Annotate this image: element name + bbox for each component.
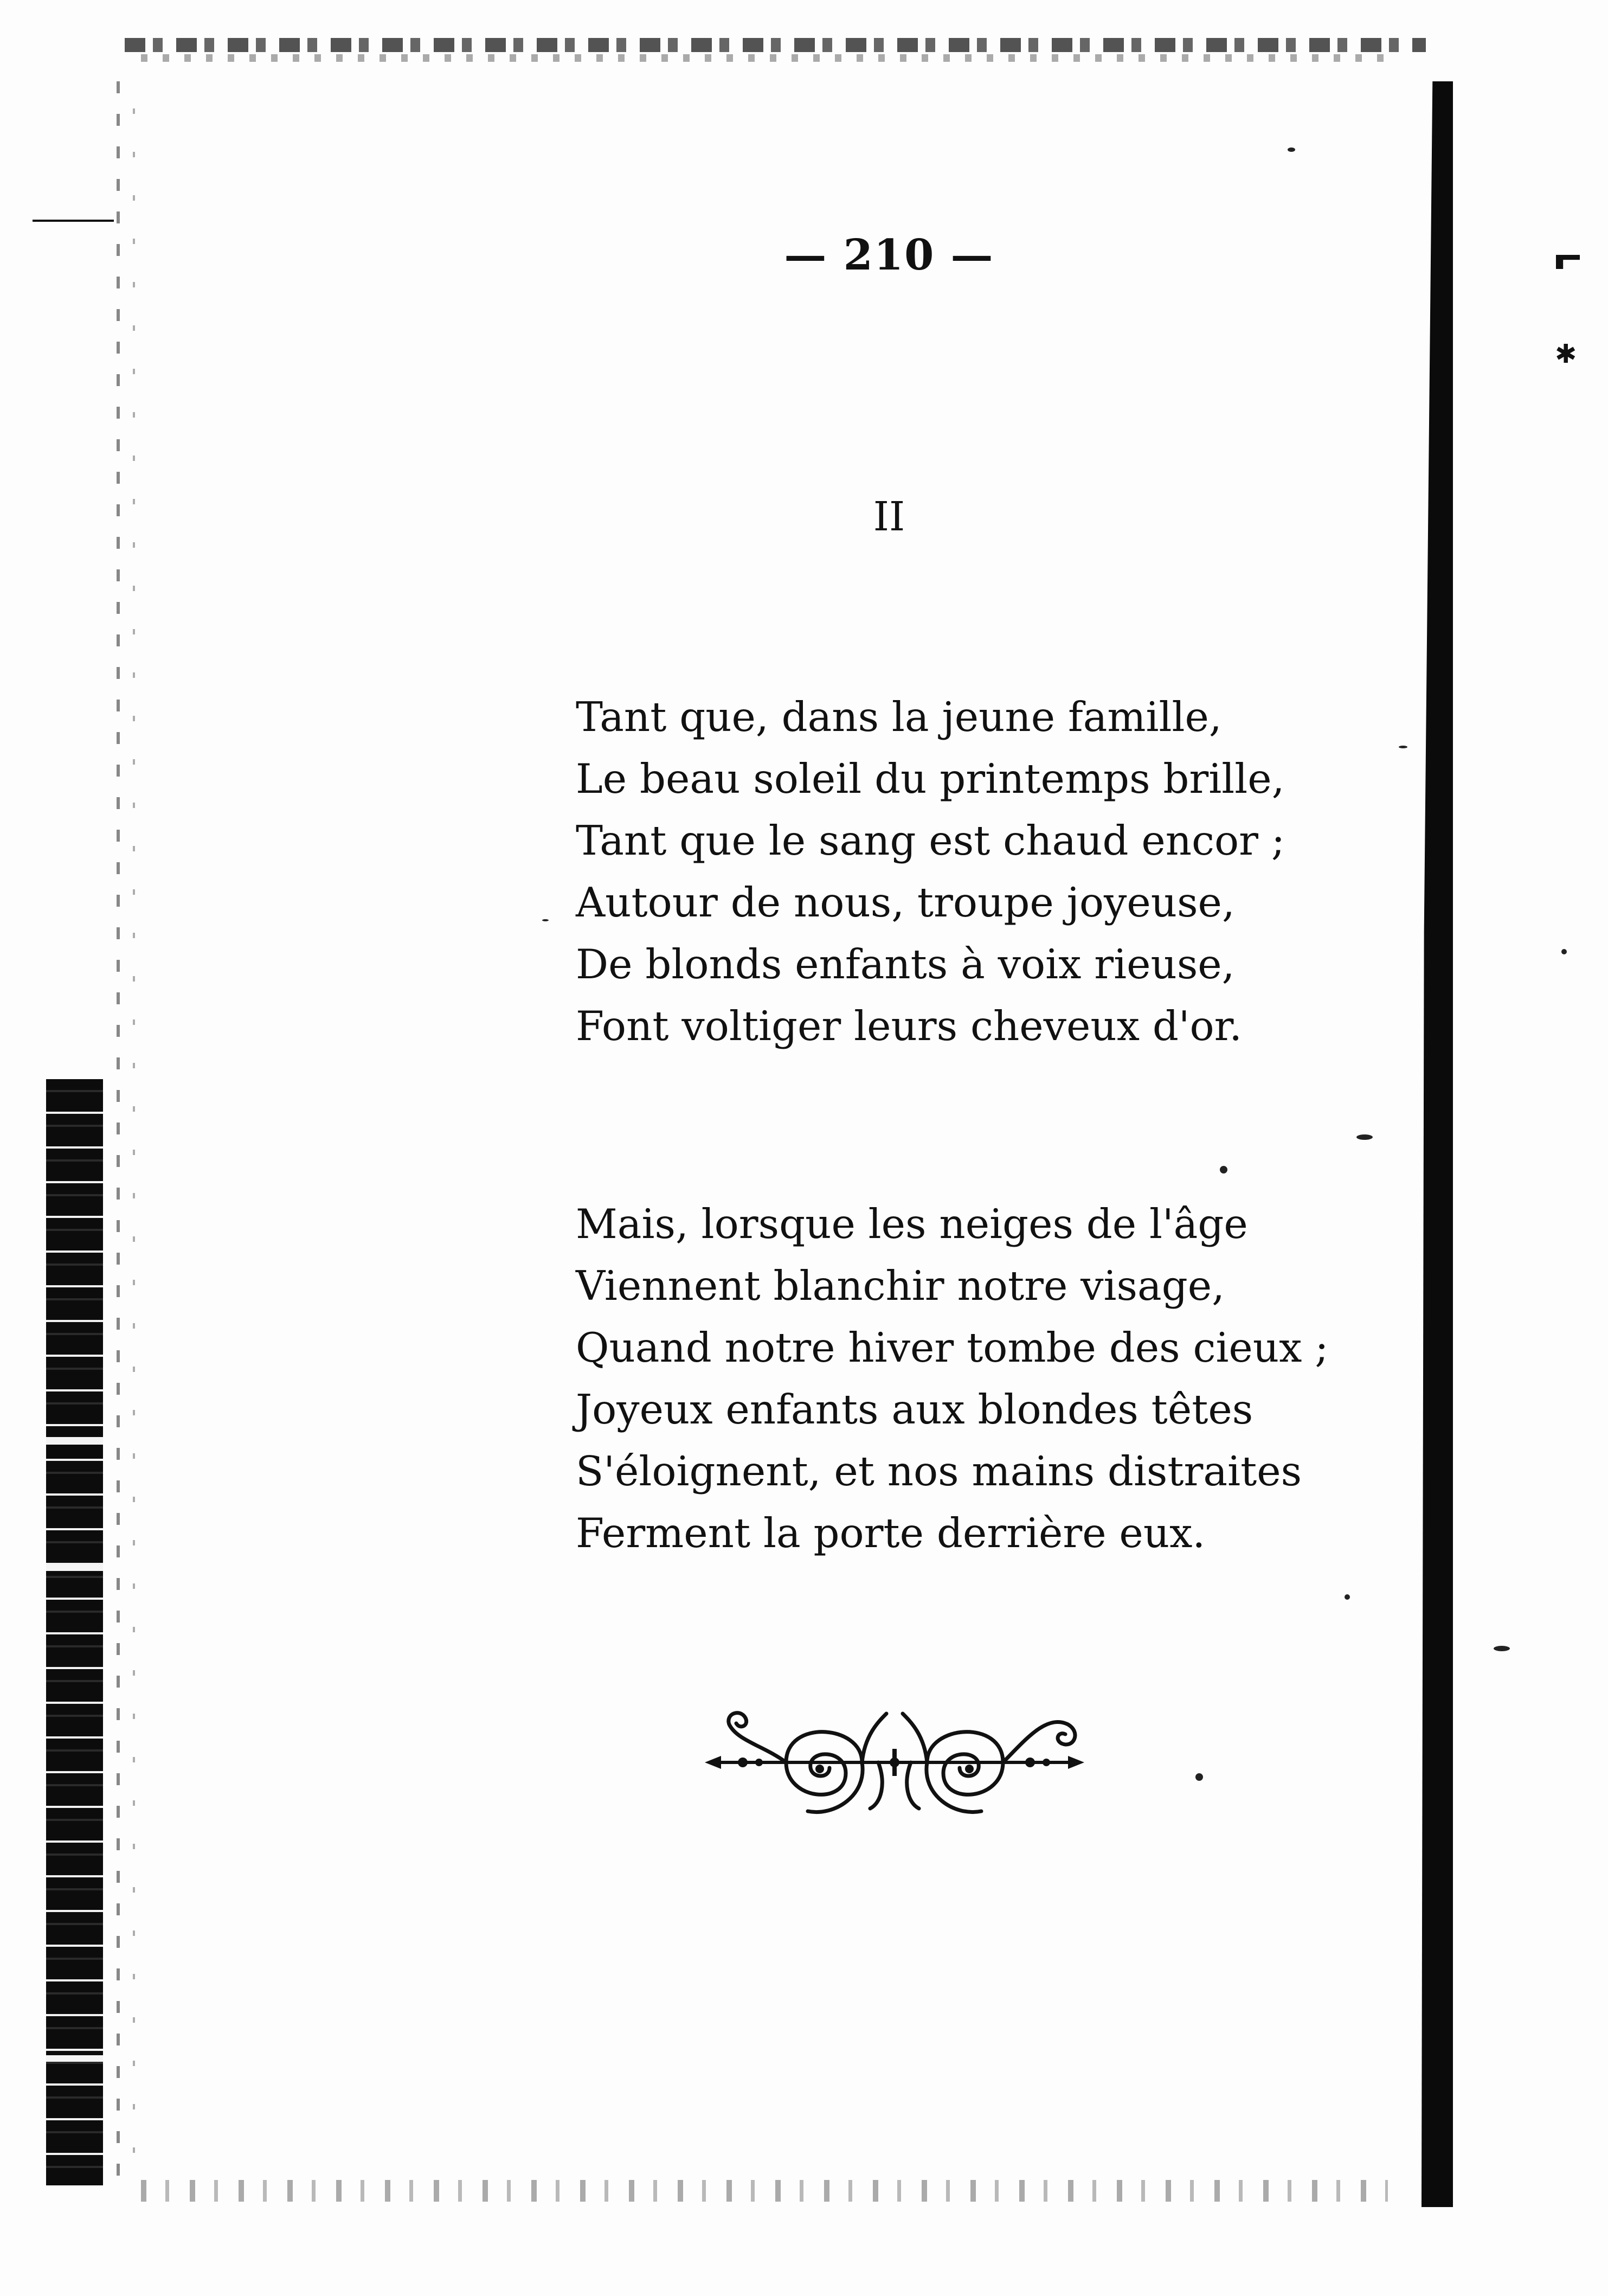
verse-line: Font voltiger leurs cheveux d'or. (576, 1002, 1243, 1050)
scan-top-edge (125, 38, 1426, 52)
scan-left-dotted-edge (117, 81, 120, 2180)
verse-line: Joyeux enfants aux blondes têtes (576, 1386, 1253, 1433)
stanza-first (576, 686, 1285, 1057)
verse-line: De blonds enfants à voix rieuse, (576, 940, 1235, 988)
ink-speck (1399, 746, 1407, 748)
scan-left-binding-strip (46, 1079, 103, 2185)
verse-line: Viennent blanchir notre visage, (576, 1262, 1225, 1310)
verse-line: Quand notre hiver tombe des cieux ; (576, 1324, 1329, 1371)
facing-page-fragment: ✱ (1555, 339, 1577, 369)
verse-line: Mais, lorsque les neiges de l'âge (576, 1200, 1248, 1248)
ink-speck (1220, 1166, 1227, 1173)
ink-speck (1195, 1773, 1203, 1781)
scan-top-edge-noise (141, 54, 1388, 62)
ink-speck (1288, 147, 1295, 152)
scan-right-binding-shadow (1422, 81, 1453, 2207)
ink-speck (1356, 1134, 1373, 1140)
scan-strip-gap (46, 2055, 103, 2062)
verse-line: Le beau soleil du printemps brille, (576, 755, 1285, 803)
ink-speck (1561, 949, 1567, 954)
ink-speck (1494, 1646, 1510, 1651)
ink-speck (542, 919, 549, 921)
stanza-second (576, 1193, 1329, 1564)
scroll-flourish-ornament-icon (699, 1692, 1090, 1833)
verse-line: Autour de nous, troupe joyeuse, (576, 878, 1235, 926)
page-number: — 210 — (784, 230, 994, 280)
scan-bottom-edge (141, 2180, 1388, 2202)
ink-speck (1345, 1594, 1350, 1600)
margin-rule (33, 220, 114, 222)
verse-line: S'éloignent, et nos mains distraites (576, 1447, 1302, 1495)
section-numeral: II (873, 493, 905, 540)
scan-left-dotted-edge (133, 108, 135, 2169)
scan-strip-gap (46, 1437, 103, 1445)
facing-page-fragment (1556, 255, 1580, 269)
scan-strip-gap (46, 1564, 103, 1571)
verse-line: Ferment la porte derrière eux. (576, 1509, 1206, 1557)
verse-line: Tant que le sang est chaud encor ; (576, 817, 1285, 864)
verse-line: Tant que, dans la jeune famille, (576, 693, 1222, 741)
